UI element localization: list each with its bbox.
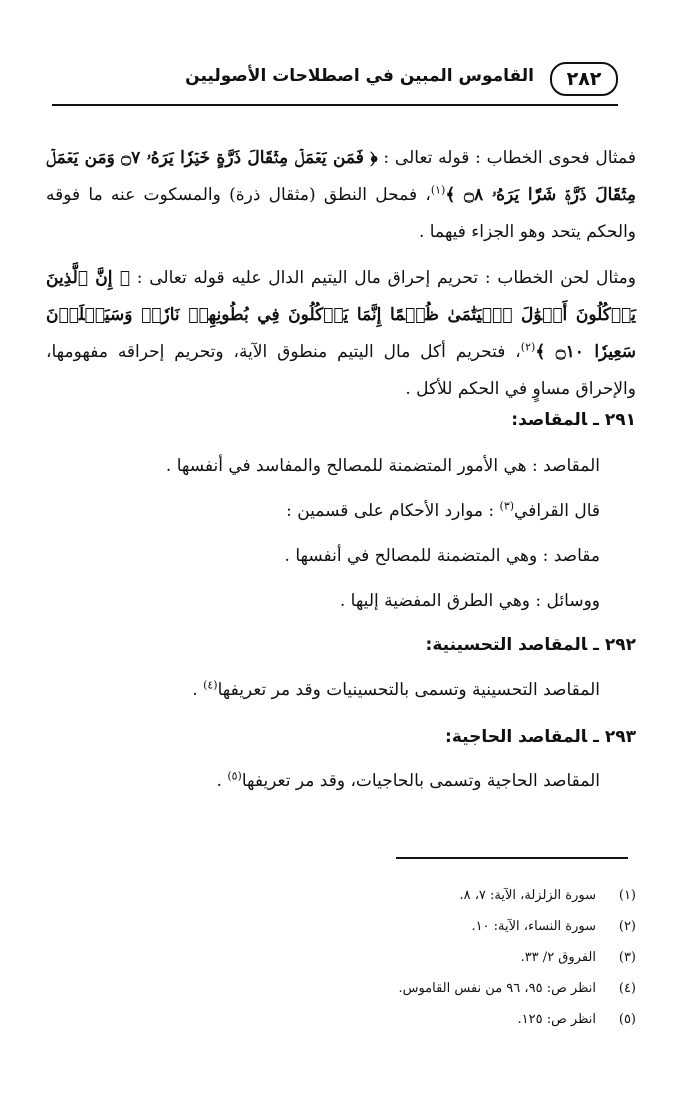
paragraph-tail: ، فمحل النطق (مثقال ذرة) والمسكوت عنه ما فوقه والحكم يتحد وهو الجزاء فيهما . [46, 185, 636, 242]
maqasid-category-line: مقاصد : وهي المتضمنة للمصالح في أنفسها . [284, 546, 600, 566]
footnote-ref[interactable]: (١) [430, 183, 446, 197]
paragraph-tail: ، فتحريم أكل مال اليتيم منطوق الآية، وتحريم إحراقه مفهومها، والإحراق مساوٍ في الحكم للأكل . [46, 342, 636, 399]
wasail-category-line: ووسائل : وهي الطرق المفضية إليها . [339, 591, 600, 611]
hajiyya-line [40, 771, 600, 791]
page-header [50, 62, 618, 98]
footnote-ref[interactable]: (٤) [203, 678, 218, 692]
line-tail: . [192, 680, 204, 700]
line-text: قال القرافي [514, 501, 600, 521]
footnote-ref[interactable]: (٣) [499, 499, 515, 513]
qarafi-quote-line [40, 501, 600, 521]
footnote-text: سورة النساء، الآية: ١٠. [471, 919, 596, 934]
footnote-mark: (٤) [618, 981, 636, 996]
footnote-ref[interactable]: (٢) [520, 340, 536, 354]
footnote-item [46, 911, 636, 942]
footnotes-list [46, 880, 636, 1035]
paragraph-lahn-example [46, 260, 636, 408]
footnote-mark: (٢) [618, 919, 636, 934]
section-title: المقاصد الحاجية: [445, 727, 588, 747]
quran-verse: ﴿ إِنَّ ٱلَّذِينَ يَأۡكُلُونَ أَمۡوَٰلَ ٱلۡيَتَٰمَىٰ ظُلۡمًا إِنَّمَا يَأۡكُلُونَ فِي بُطُونِهِمۡ نَارٗاۖ وَسَيَصۡلَوۡنَ سَعِيرٗا ۝١٠ ﴾ [46, 268, 636, 362]
line-text: المقاصد الحاجية وتسمى بالحاجيات، وقد مر تعريفها [241, 771, 600, 791]
tahsiniyya-line [40, 680, 600, 700]
footnote-item [46, 942, 636, 973]
footnote-text: سورة الزلزلة، الآية: ٧، ٨. [459, 888, 596, 903]
footnote-text: انظر ص: ٩٥، ٩٦ من نفس القاموس. [398, 981, 596, 996]
header-divider [52, 104, 618, 106]
section-number: ٢٩٣ ـ [593, 727, 636, 747]
quran-verse: ﴿ فَمَن يَعۡمَلۡ مِثۡقَالَ ذَرَّةٍ خَيۡرٗا يَرَهُۥ ۝٧ وَمَن يَعۡمَلۡ مِثۡقَالَ ذَرَّةٖ شَرّٗا يَرَهُۥ ۝٨ ﴾ [46, 148, 636, 205]
footnote-mark: (٥) [618, 1012, 636, 1027]
line-tail: . [216, 771, 228, 791]
footnote-item [46, 880, 636, 911]
footnote-mark: (٣) [618, 950, 636, 965]
section-heading-hajiyya [46, 727, 636, 747]
section-title: المقاصد التحسينية: [425, 635, 588, 655]
section-title: المقاصد: [511, 410, 588, 430]
paragraph-lead: فمثال فحوى الخطاب : قوله تعالى : [377, 148, 636, 168]
footnote-item [46, 1004, 636, 1035]
paragraph-lead: ومثال لحن الخطاب : تحريم إحراق مال اليتيم الدال عليه قوله تعالى : [129, 268, 636, 288]
footnote-text: الفروق ٢/ ٣٣. [520, 950, 596, 965]
paragraph-fahwa-example [46, 140, 636, 251]
section-number: ٢٩١ ـ [593, 410, 636, 430]
book-title: القاموس المبين في اصطلاحات الأصوليين [185, 66, 534, 86]
footnote-divider [396, 857, 628, 859]
line-tail: : موارد الأحكام على قسمين : [286, 501, 500, 521]
section-heading-maqasid [46, 410, 636, 430]
line-text: المقاصد التحسينية وتسمى بالتحسينيات وقد مر تعريفها [217, 680, 600, 700]
footnote-ref[interactable]: (٥) [227, 769, 242, 783]
definition-line: المقاصد : هي الأمور المتضمنة للمصالح والمفاسد في أنفسها . [165, 456, 600, 476]
footnote-mark: (١) [618, 888, 636, 903]
page-number: ٢٨٢ [550, 62, 618, 96]
section-number: ٢٩٢ ـ [593, 635, 636, 655]
footnote-text: انظر ص: ١٢٥. [517, 1012, 596, 1027]
footnote-item [46, 973, 636, 1004]
section-heading-tahsiniyya [46, 635, 636, 655]
